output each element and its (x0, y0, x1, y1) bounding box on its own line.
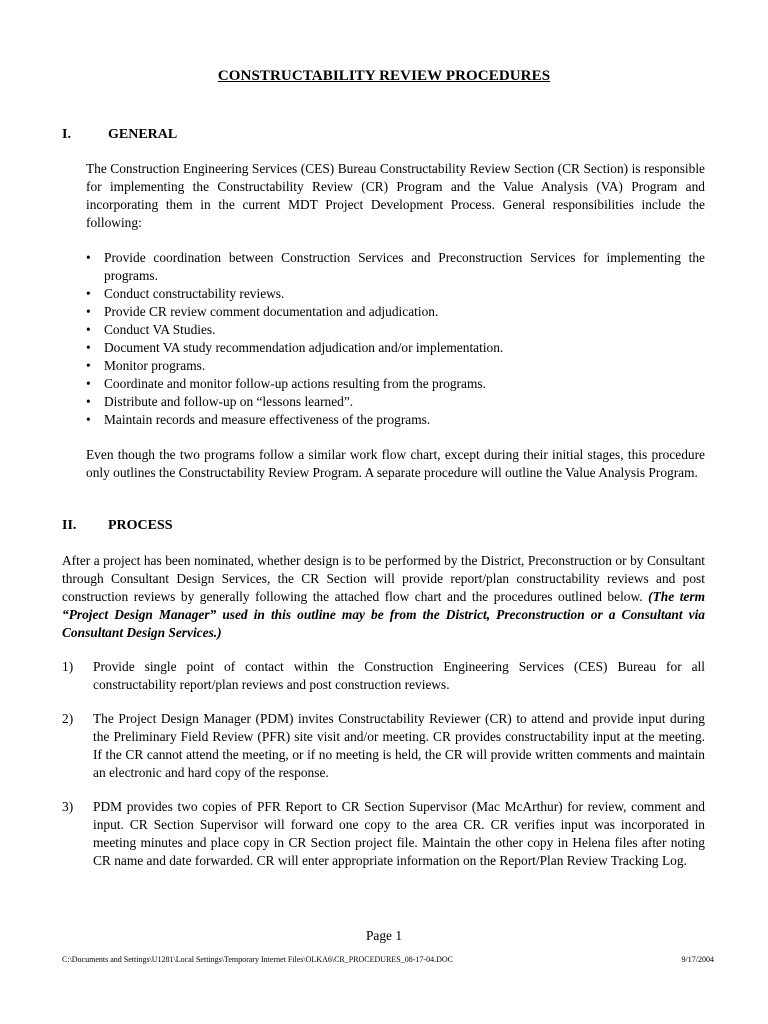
step-text: Provide single point of contact within the Construction Engineering Services (CES) Bureau for all constructability report/plan reviews and post construction reviews. (93, 659, 705, 692)
general-intro-paragraph: The Construction Engineering Services (CES) Bureau Constructability Review Section (CR Section) is responsible for implementing the Constructability Review (CR) Program and the Value Analysis (VA) Program and incorporating them in the current MDT Project Development Process. General responsibilities include the following: (86, 161, 705, 230)
step-number: 2) (62, 711, 74, 726)
bullet-item: • Provide coordination between Construction Services and Preconstruction Services for implementing the programs. (86, 249, 705, 285)
general-closing-paragraph: Even though the two programs follow a similar work flow chart, except during their initial stages, this procedure only outlines the Constructability Review Program. A separate procedure will outline the Value Analysis Program. (86, 447, 705, 480)
footer-file-path: C:\Documents and Settings\U1281\Local Settings\Temporary Internet Files\OLKA6\CR_PROCEDURES_08-17-04.DOC (62, 955, 453, 964)
bullet-item: • Conduct constructability reviews. (86, 285, 705, 303)
process-intro-emphasis: (The term “Project Design Manager” used in this outline may be from the District, Preconstruction or a Consultant via Consultant Design Services.) (62, 589, 705, 640)
section-number: I. (62, 127, 71, 142)
step-number: 3) (62, 799, 74, 814)
step-number: 1) (62, 659, 74, 674)
document-title: CONSTRUCTABILITY REVIEW PROCEDURES (217, 68, 551, 84)
responsibilities-list (86, 249, 705, 429)
bullet-item: • Coordinate and monitor follow-up actions resulting from the programs. (86, 375, 705, 393)
bullet-item: • Monitor programs. (86, 357, 705, 375)
step-text: The Project Design Manager (PDM) invites Constructability Reviewer (CR) to attend and provide input during the Preliminary Field Review (PFR) site visit and/or meeting. CR provides constructability input at the meeting. If the CR cannot attend the meeting, or if no meeting is held, the CR will provide written comments and maintain an electronic and hard copy of the response. (93, 711, 705, 780)
section-heading-general (62, 126, 177, 144)
bullet-item: • Distribute and follow-up on “lessons learned”. (86, 393, 705, 411)
bullet-item: • Document VA study recommendation adjudication and/or implementation. (86, 339, 705, 357)
section-number: II. (62, 518, 77, 533)
page-number: Page 1 (365, 928, 403, 943)
bullet-item: • Conduct VA Studies. (86, 321, 705, 339)
process-intro-paragraph (62, 552, 705, 642)
step-text: PDM provides two copies of PFR Report to CR Section Supervisor (Mac McArthur) for review, comment and input. CR Section Supervisor will forward one copy to the area CR. CR verifies input was incorporated in meeting minutes and place copy in CR Section project file. Maintain the other copy in Helena files after noting CR name and date forwarded. CR will enter appropriate information on the Report/Plan Review Tracking Log. (93, 799, 705, 868)
section-title: PROCESS (108, 518, 173, 533)
bullet-item: • Maintain records and measure effectiveness of the programs. (86, 411, 705, 429)
process-intro-text: After a project has been nominated, whether design is to be performed by the District, Preconstruction or by Consultant through Consultant Design Services, the CR Section will provide report/plan constructability reviews and post construction reviews by generally following the attached flow chart and the procedures outlined below. (62, 553, 705, 604)
process-steps-list (62, 658, 705, 870)
process-step (62, 658, 705, 694)
section-title: GENERAL (108, 127, 178, 142)
process-step (62, 798, 705, 870)
footer-date: 9/17/2004 (681, 955, 714, 964)
section-heading-process (62, 517, 173, 535)
bullet-item: • Provide CR review comment documentation and adjudication. (86, 303, 705, 321)
process-step (62, 710, 705, 782)
